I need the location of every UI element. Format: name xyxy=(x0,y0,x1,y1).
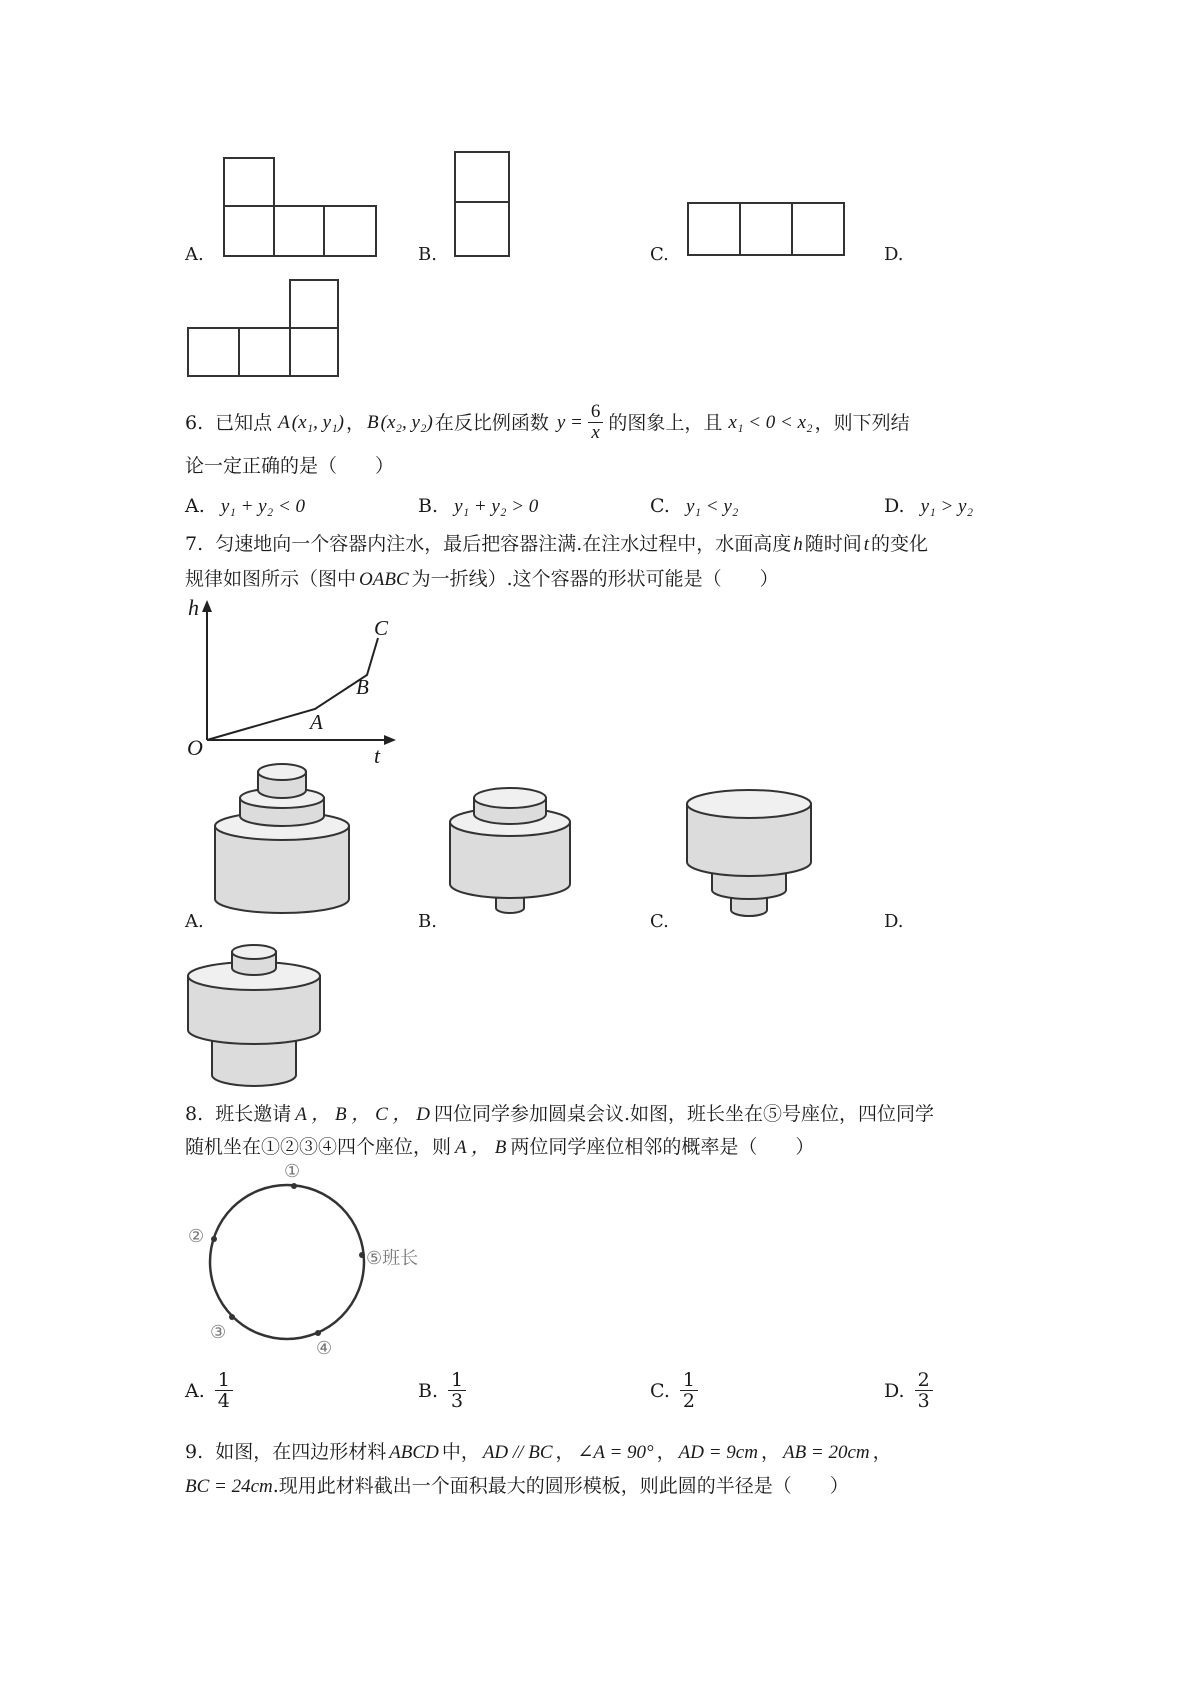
q9-line2 xyxy=(185,1474,849,1499)
q8-option-d-label: D. xyxy=(884,1379,905,1402)
q9-comma-2: ， xyxy=(656,1441,676,1463)
q8-option-c-fraction xyxy=(680,1370,698,1411)
q9-cond5: BC = 24cm xyxy=(185,1476,273,1497)
q8-option-a-den: 4 xyxy=(217,1390,230,1412)
q7-origin-label: O xyxy=(187,735,203,760)
q7-point-a-label: A xyxy=(310,710,323,734)
q7-text-2b: 为一折线）.这个容器的形状可能是（ ） xyxy=(411,568,779,590)
q7-y-axis-label: h xyxy=(188,595,199,620)
q6-option-d-text: y₁ > y₂ xyxy=(920,496,974,517)
q8-names-1: A ， B ， C ， D xyxy=(295,1104,430,1125)
q7-option-label-c[interactable]: C. xyxy=(650,911,669,932)
q6-text-c: 的图象上，且 xyxy=(608,411,723,434)
option-label-c[interactable]: C. xyxy=(650,244,669,265)
q8-option-c-label: C. xyxy=(650,1379,670,1402)
q7-point-b-label: B xyxy=(356,675,369,699)
q6-number: 6. xyxy=(185,411,204,434)
q6-coords-b: (x₂, y₂) xyxy=(380,411,433,433)
q9-cond1: AD // BC xyxy=(482,1442,553,1463)
q8-option-b-fraction xyxy=(448,1370,466,1411)
q8-names-2: A ， B xyxy=(455,1137,507,1158)
option-label-d[interactable]: D. xyxy=(884,244,904,265)
q9-cond3: AD = 9cm xyxy=(678,1442,758,1463)
seat-5-dot xyxy=(359,1252,365,1258)
q7-point-c-label: C xyxy=(374,616,389,640)
q6-text-b: 在反比例函数 xyxy=(434,411,549,434)
q9-cond2: ∠A = 90° xyxy=(577,1442,654,1463)
q9-text-1b: 中， xyxy=(441,1441,480,1463)
q8-option-d-den: 3 xyxy=(917,1390,930,1412)
q9-text-2: .现用此材料截出一个面积最大的圆形模板，则此圆的半径是（ ） xyxy=(272,1475,849,1497)
seat-4-dot xyxy=(315,1330,321,1336)
q6-option-b-text: y₁ + y₂ > 0 xyxy=(454,496,539,517)
q6-line2: 论一定正确的是（ ） xyxy=(185,455,395,477)
q6-sep: ， xyxy=(346,411,366,434)
option-label-a[interactable]: A. xyxy=(185,244,204,265)
q7-option-label-a[interactable]: A. xyxy=(185,911,204,932)
seat-1-label: ① xyxy=(284,1161,301,1182)
q6-option-a-label: A. xyxy=(185,495,205,517)
q7-text-1: 匀速地向一个容器内注水，最后把容器注满.在注水过程中，水面高度 xyxy=(215,533,792,555)
q9-comma-1: ， xyxy=(555,1441,575,1463)
q6-option-c-label: C. xyxy=(650,495,670,517)
seat-3-label: ③ xyxy=(210,1322,227,1343)
q6-coords-a: (x₁, y₁) xyxy=(291,411,344,433)
q6-point-a: A xyxy=(278,411,290,433)
q6-condition: x₁ < 0 < x₂ xyxy=(728,411,813,433)
q9-comma-3: ， xyxy=(760,1441,780,1463)
q6-option-b-label: B. xyxy=(418,495,439,517)
q8-option-a-num: 1 xyxy=(215,1370,233,1391)
q8-text-2a: 随机坐在①②③④四个座位，则 xyxy=(185,1136,452,1158)
option-label-b[interactable]: B. xyxy=(418,244,437,265)
q6-func-num: 6 xyxy=(588,402,604,423)
q7-text-2a: 规律如图所示（图中 xyxy=(185,568,357,590)
seat-5-label: ⑤班长 xyxy=(366,1248,419,1269)
q9-comma-4: ， xyxy=(872,1441,892,1463)
q6-func-den: x xyxy=(591,422,600,443)
q8-option-a-fraction xyxy=(215,1370,233,1411)
q8-option-b[interactable] xyxy=(418,1370,469,1411)
q7-option-label-b[interactable]: B. xyxy=(418,911,437,932)
q7-oabc: OABC xyxy=(359,569,409,590)
q7-number: 7. xyxy=(185,533,204,555)
q6-option-d-label: D. xyxy=(884,495,905,517)
q8-option-d[interactable] xyxy=(884,1370,936,1411)
q7-option-label-d[interactable]: D. xyxy=(884,911,904,932)
seat-2-label: ② xyxy=(188,1226,205,1247)
q7-text-1b: 随时间 xyxy=(804,533,862,555)
q8-option-c-den: 2 xyxy=(682,1390,695,1412)
q8-option-a-label: A. xyxy=(185,1379,205,1402)
q8-option-b-num: 1 xyxy=(448,1370,466,1391)
q7-text-1c: 的变化 xyxy=(871,533,929,555)
q8-option-b-den: 3 xyxy=(451,1390,464,1412)
q8-option-d-fraction xyxy=(915,1370,933,1411)
q6-option-c-text: y₁ < y₂ xyxy=(685,496,739,517)
seat-3-dot xyxy=(229,1314,235,1320)
q9-line1 xyxy=(185,1440,892,1465)
q8-option-d-num: 2 xyxy=(915,1370,933,1391)
q6-text-a: 已知点 xyxy=(215,411,273,434)
q9-abcd: ABCD xyxy=(389,1442,439,1463)
q8-option-b-label: B. xyxy=(418,1379,439,1402)
q6-option-a-text: y₁ + y₂ < 0 xyxy=(220,496,306,517)
q7-h: h xyxy=(793,534,803,555)
q6-func-lhs: y = xyxy=(556,411,583,433)
q8-number: 8. xyxy=(185,1103,204,1125)
q8-option-c-num: 1 xyxy=(680,1370,698,1391)
q8-text-2b: 两位同学座位相邻的概率是（ ） xyxy=(510,1136,815,1158)
q9-text-1a: 如图，在四边形材料 xyxy=(215,1441,387,1463)
q7-x-axis-label: t xyxy=(374,743,381,768)
q8-option-a[interactable] xyxy=(185,1370,236,1411)
seat-4-label: ④ xyxy=(316,1338,333,1359)
q8-text-1b: 四位同学参加圆桌会议.如图，班长坐在⑤号座位，四位同学 xyxy=(433,1103,935,1125)
q6-point-b: B xyxy=(367,411,379,433)
q9-number: 9. xyxy=(185,1441,204,1463)
q7-t: t xyxy=(863,534,870,555)
q9-cond4: AB = 20cm xyxy=(782,1442,870,1463)
seat-2-dot xyxy=(211,1236,217,1242)
q8-option-c[interactable] xyxy=(650,1370,701,1411)
q8-text-1a: 班长邀请 xyxy=(215,1103,292,1125)
q6-text-d: ，则下列结 xyxy=(814,411,910,434)
